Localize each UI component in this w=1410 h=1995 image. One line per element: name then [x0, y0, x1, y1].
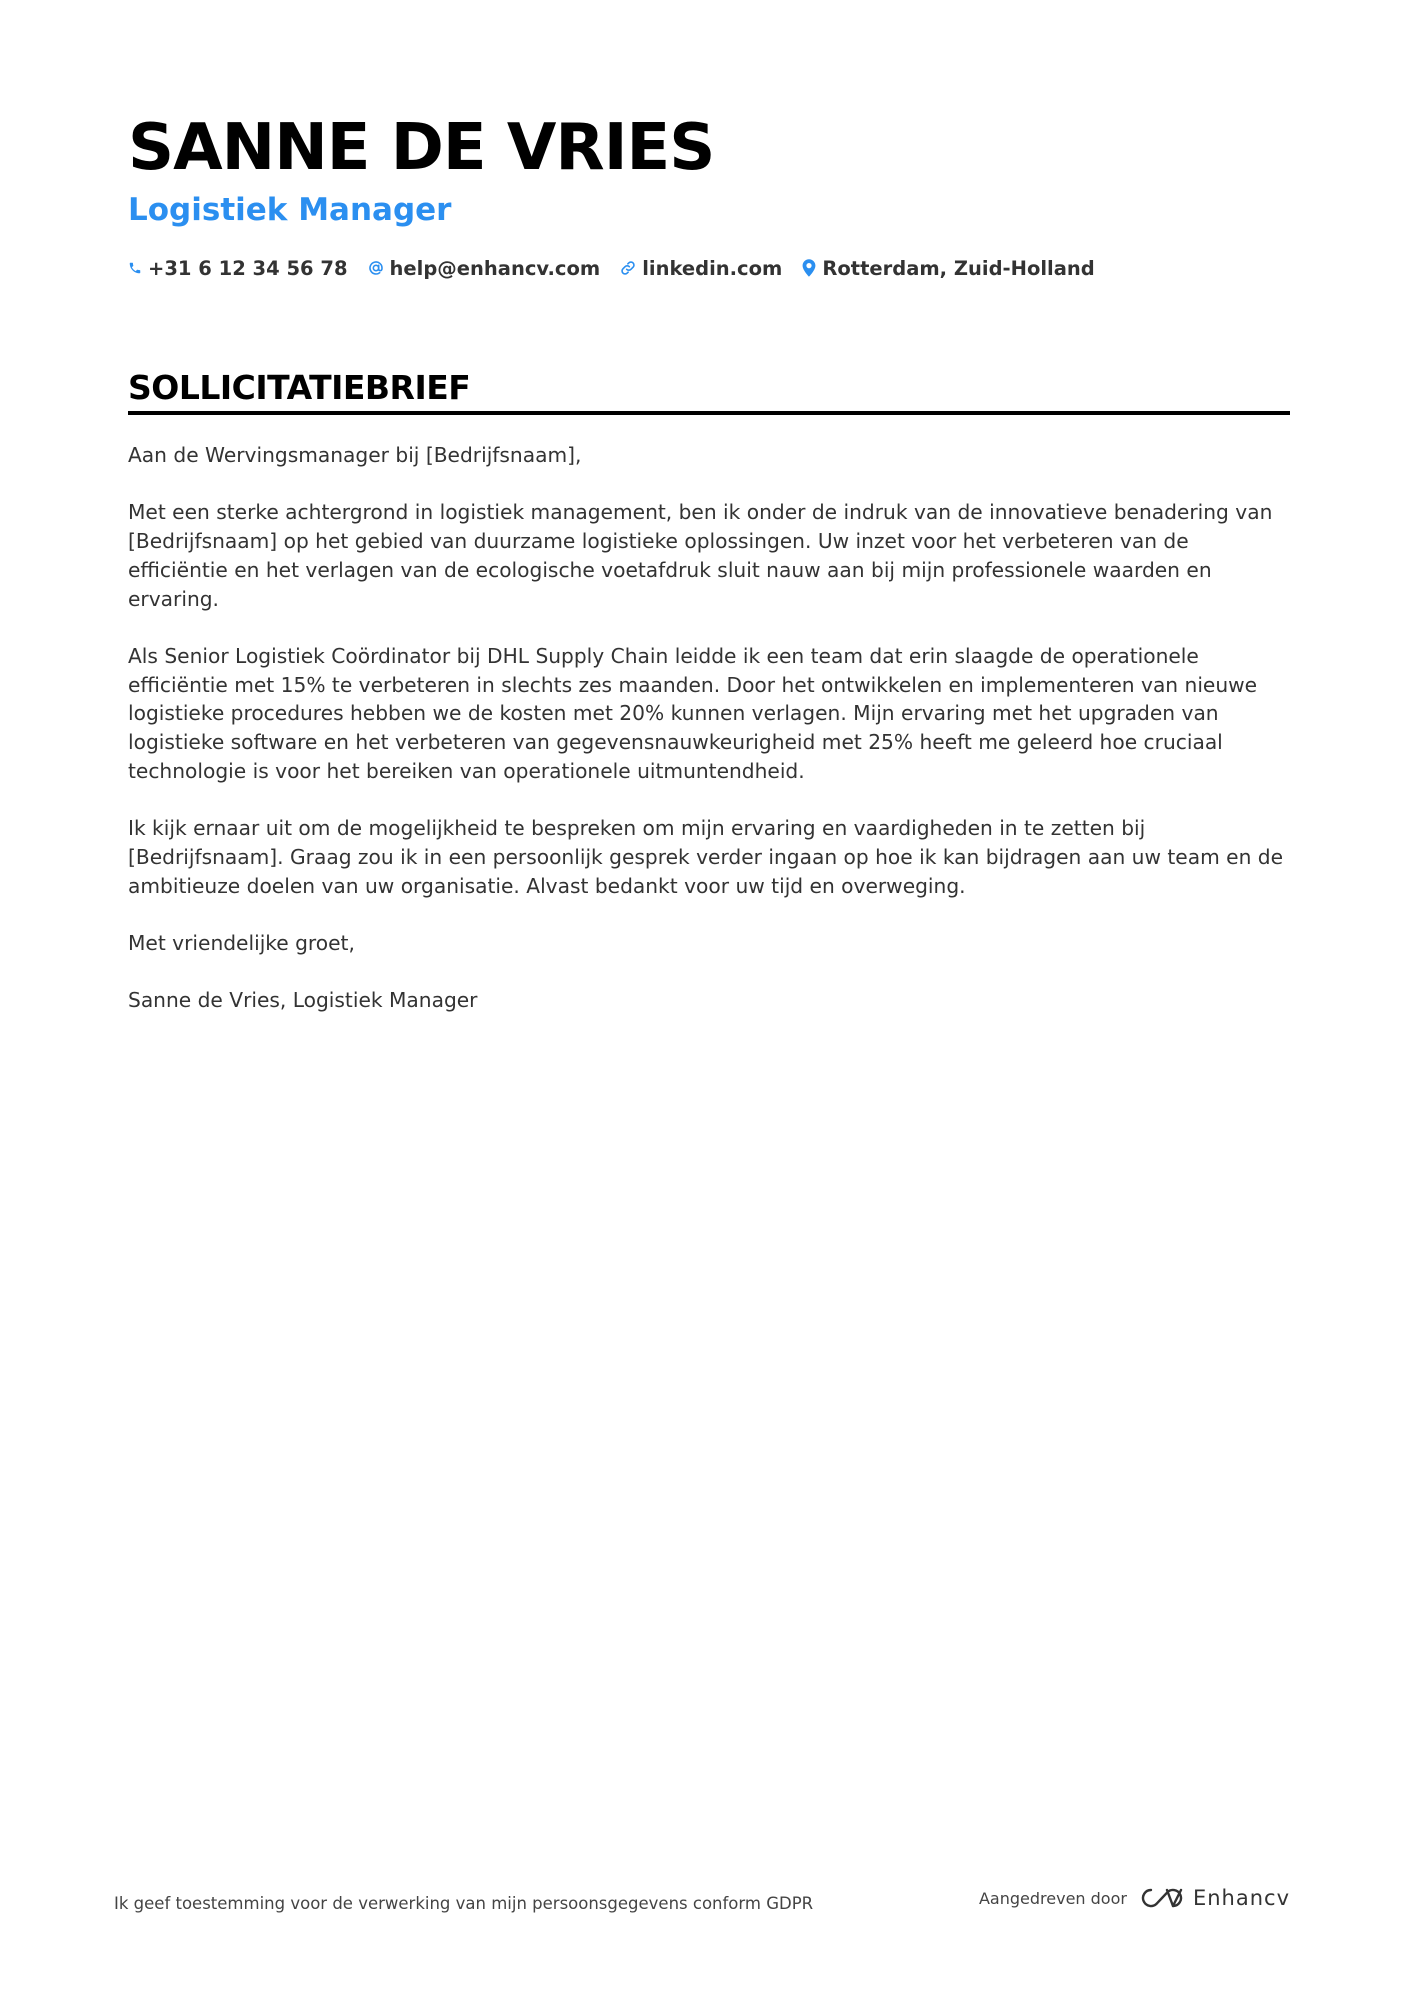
contact-email[interactable]: [368, 257, 601, 280]
location-icon: [802, 259, 816, 277]
letter-salutation: Aan de Wervingsmanager bij [Bedrijfsnaam],: [128, 443, 582, 467]
contact-info: [128, 252, 1095, 284]
gdpr-consent: Ik geef toestemming voor de verwerking van mijn persoonsgegevens conform GDPR: [114, 1894, 814, 1913]
section-divider: [128, 411, 1290, 415]
contact-location: [802, 257, 1094, 280]
linkedin-url: linkedin.com: [642, 256, 783, 280]
at-icon: [368, 260, 384, 276]
letter-body: [128, 441, 1290, 1044]
letter-paragraph-3: Ik kijk ernaar uit om de mogelijkheid te bespreken om mijn ervaring en vaardigheden in te zetten bij [Bedrijfsnaam]. Graag zou ik in een persoonlijk gesprek verder ingaan op hoe ik kan bijdragen aan uw team en de ambitieuze doelen van uw organisatie. Alvast bedankt voor uw tijd en overweging.: [128, 816, 1284, 898]
email-address: help@enhancv.com: [389, 256, 601, 280]
location-text: Rotterdam, Zuid-Holland: [822, 256, 1095, 280]
enhancv-logo: [1139, 1886, 1290, 1910]
contact-phone: [128, 257, 348, 280]
letter-paragraph-1: Met een sterke achtergrond in logistiek management, ben ik onder de indruk van de innovatieve benadering van [Bedrijfsnaam] op het gebied van duurzame logistieke oplossingen. Uw inzet voor het verbeteren van de efficiëntie en het verlagen van de ecologische voetafdruk sluit nauw aan bij mijn professionele waarden en ervaring.: [128, 500, 1273, 611]
phone-number: +31 6 12 34 56 78: [148, 256, 348, 280]
letter-paragraph-2: Als Senior Logistiek Coördinator bij DHL Supply Chain leidde ik een team dat erin slaagde de operationele efficiëntie met 15% te verbeteren in slechts zes maanden. Door het ontwikkelen en implementeren van nieuwe logistieke procedures hebben we de kosten met 20% kunnen verlagen. Mijn ervaring met het upgraden van logistieke software en het verbeteren van gegevensnauwkeurigheid met 25% heeft me geleerd hoe cruciaal technologie is voor het bereiken van operationele uitmuntendheid.: [128, 643, 1258, 783]
contact-linkedin[interactable]: [620, 257, 782, 280]
applicant-name: SANNE DE VRIES: [128, 111, 715, 185]
powered-by[interactable]: [979, 1886, 1290, 1910]
enhancv-logo-icon: [1139, 1886, 1185, 1910]
job-title: Logistiek Manager: [128, 192, 452, 228]
link-icon: [620, 260, 636, 276]
letter-closing: Met vriendelijke groet,: [128, 930, 355, 955]
section-heading: SOLLICITATIEBRIEF: [128, 368, 471, 407]
letter-signature: Sanne de Vries, Logistiek Manager: [128, 988, 478, 1013]
phone-icon: [128, 260, 142, 276]
brand-name: Enhancv: [1192, 1886, 1290, 1910]
powered-by-label: Aangedreven door: [978, 1888, 1127, 1908]
